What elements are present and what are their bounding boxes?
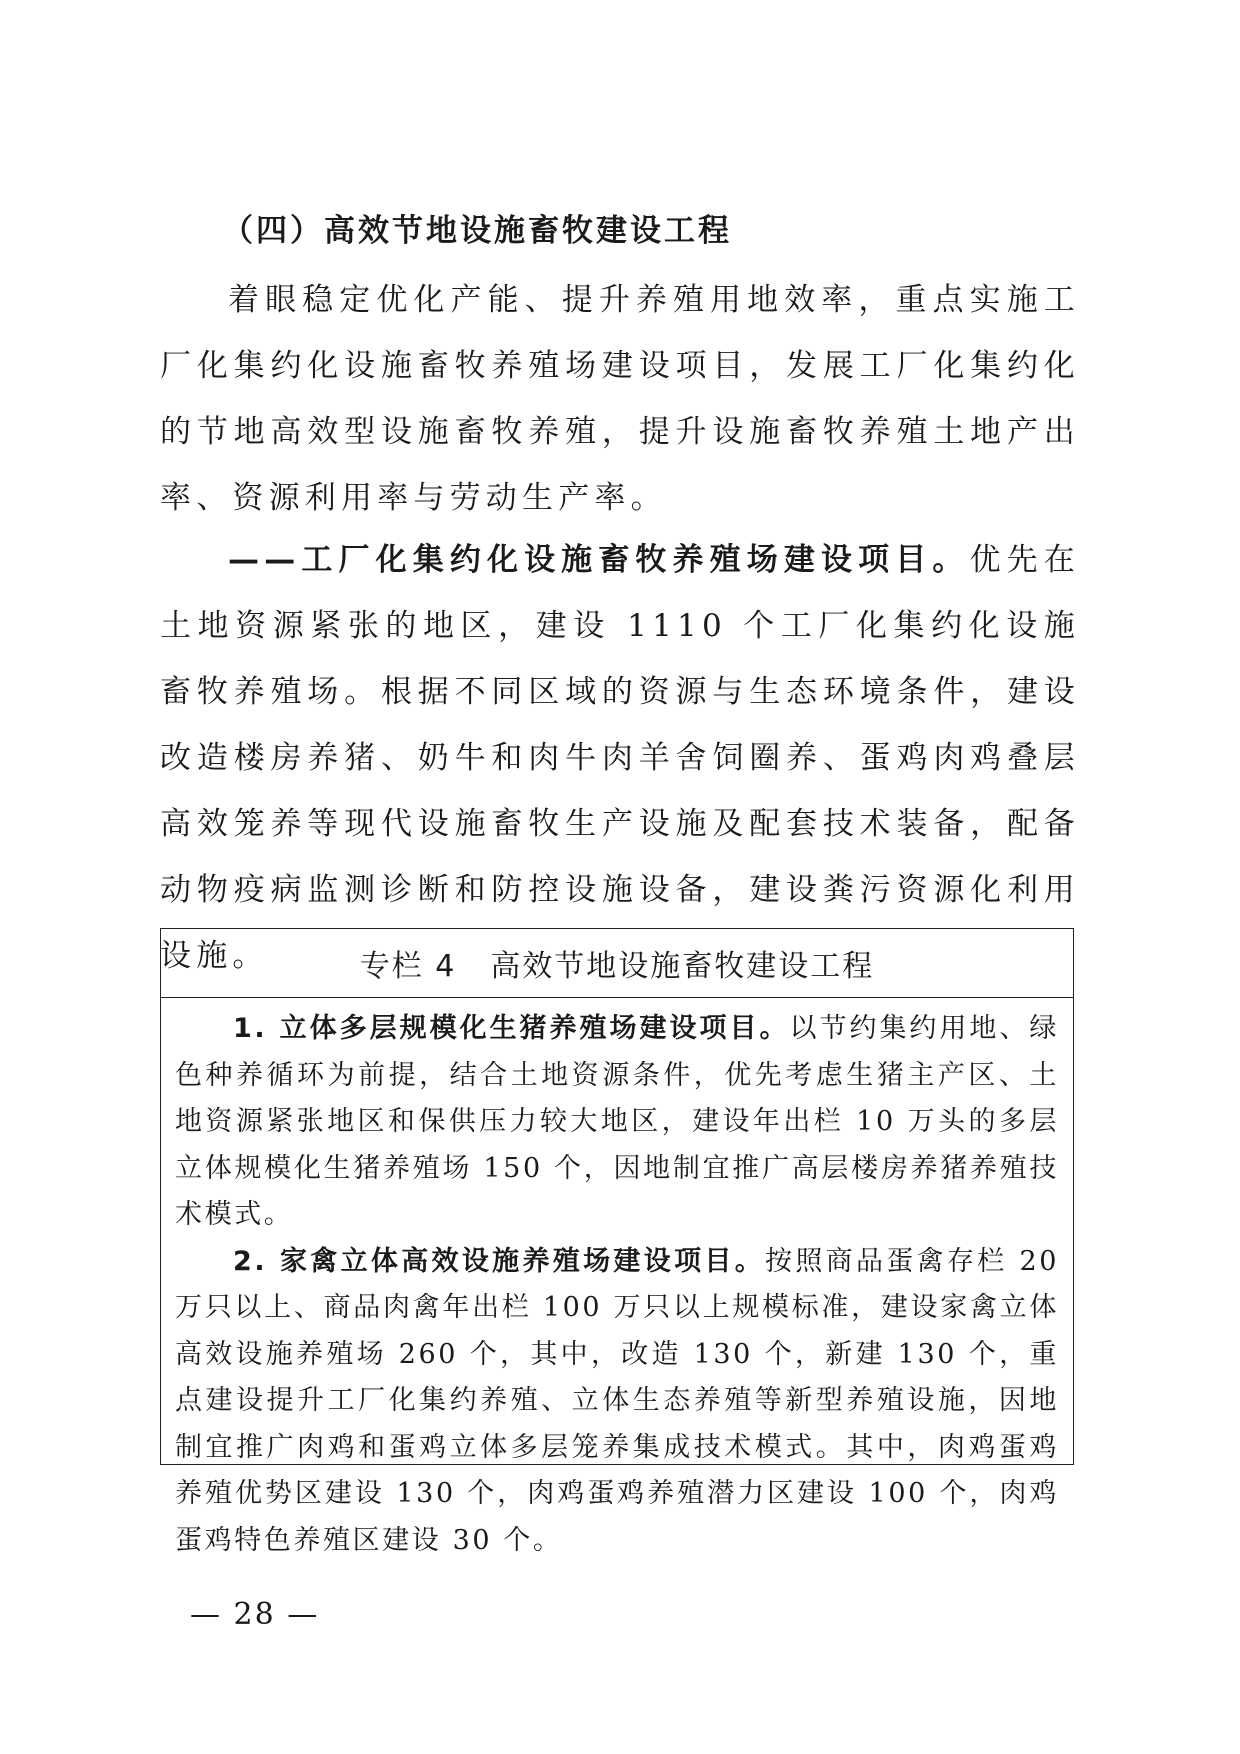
column-box-label: 专栏 4 — [359, 949, 457, 984]
column-box-body — [161, 998, 1073, 1564]
page-number: — 28 — — [190, 1597, 320, 1632]
column-item-1-body: 以节约集约用地、绿色种养循环为前提，结合土地资源条件，优先考虑生猪主产区、土地资源紧张地区和保供压力较大地区，建设年出栏 10 万头的多层立体规模化生猪养殖场 150 个，因地制宜推广高层楼房养猪养殖技术模式。 — [175, 1013, 1059, 1230]
paragraph-project-body: 优先在土地资源紧张的地区，建设 1110 个工厂化集约化设施畜牧养殖场。根据不同区域的资源与生态环境条件，建设改造楼房养猪、奶牛和肉牛肉羊舍饲圈养、蛋鸡肉鸡叠层高效笼养等现代设施畜牧生产设施及配套技术装备，配备动物疫病监测诊断和防控设施设备，建设粪污资源化利用设施。 — [160, 542, 1080, 974]
paragraph-intro: 着眼稳定优化产能、提升养殖用地效率，重点实施工厂化集约化设施畜牧养殖场建设项目，发展工厂化集约化的节地高效型设施畜牧养殖，提升设施畜牧养殖土地产出率、资源利用率与劳动生产率。 — [160, 282, 1080, 516]
section-heading: （四）高效节地设施畜牧建设工程 — [222, 213, 732, 249]
column-item-2 — [175, 1239, 1059, 1565]
column-item-1 — [175, 1006, 1059, 1239]
column-item-2-body: 按照商品蛋禽存栏 20 万只以上、商品肉禽年出栏 100 万只以上规模标准，建设家禽立体高效设施养殖场 260 个，其中，改造 130 个，新建 130 个，重点建设提升工厂化集约养殖、立体生态养殖等新型养殖设施，因地制宜推广肉鸡和蛋鸡立体多层笼养集成技术模式。其中，肉鸡蛋鸡养殖优势区建设 130 个，肉鸡蛋鸡养殖潜力区建设 100 个，肉鸡蛋鸡特色养殖区建设 30 个。 — [175, 1245, 1059, 1556]
paragraph-project — [160, 527, 1080, 989]
column-box-title: 高效节地设施畜牧建设工程 — [490, 949, 875, 984]
column-box-header — [161, 929, 1073, 998]
column-item-1-lead: 1. 立体多层规模化生猪养殖场建设项目。 — [233, 1013, 790, 1044]
column-box — [160, 928, 1074, 1556]
paragraph-project-lead: ——工厂化集约化设施畜牧养殖场建设项目。 — [228, 542, 970, 578]
column-item-2-lead: 2. 家禽立体高效设施养殖场建设项目。 — [233, 1245, 766, 1277]
